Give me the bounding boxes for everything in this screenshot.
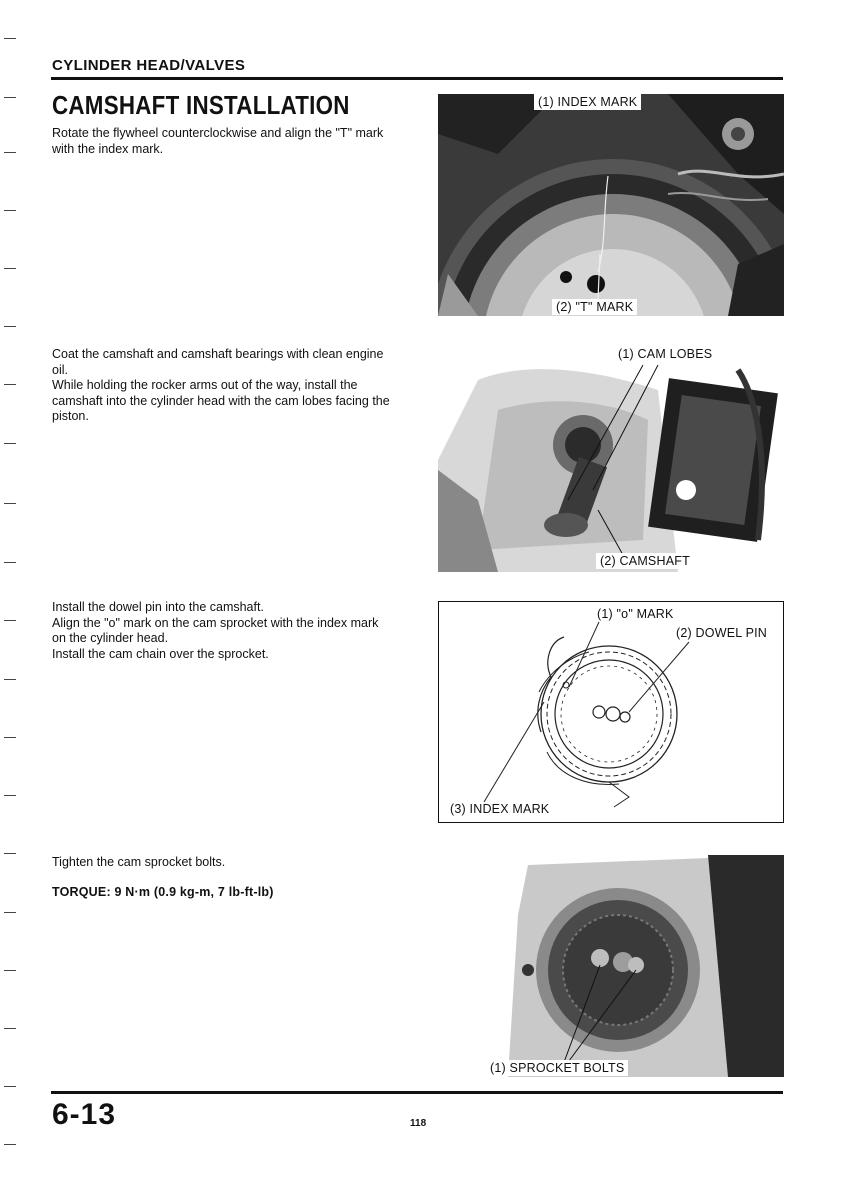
page-number: 6-13 bbox=[52, 1098, 117, 1131]
camshaft-illustration bbox=[438, 340, 784, 572]
step-3-line: on the cylinder head. bbox=[52, 631, 169, 645]
step-1-text bbox=[52, 126, 424, 157]
step-1-line: Rotate the flywheel counterclockwise and align the "T" mark bbox=[52, 126, 384, 140]
callout-o-mark: (1) "o" MARK bbox=[597, 607, 674, 621]
callout-index-mark: (1) INDEX MARK bbox=[534, 94, 641, 110]
callout-t-mark: (2) "T" MARK bbox=[552, 299, 637, 315]
step-3-line: Install the dowel pin into the camshaft. bbox=[52, 600, 264, 614]
callout-dowel-pin: (2) DOWEL PIN bbox=[676, 626, 768, 640]
camshaft-photo bbox=[438, 340, 784, 572]
callout-index-mark-3: (3) INDEX MARK bbox=[450, 802, 550, 816]
torque-spec: TORQUE: 9 N·m (0.9 kg-m, 7 lb-ft-lb) bbox=[52, 885, 274, 899]
step-2-line: piston. bbox=[52, 409, 89, 423]
step-2-line: oil. bbox=[52, 362, 68, 377]
step-3-line: Install the cam chain over the sprocket. bbox=[52, 646, 269, 661]
step-4-text bbox=[52, 855, 424, 871]
step-2-line: Coat the camshaft and camshaft bearings with clean engine bbox=[52, 347, 384, 361]
footer-rule bbox=[51, 1091, 783, 1094]
callout-cam-lobes: (1) CAM LOBES bbox=[614, 346, 716, 362]
callout-sprocket-bolts: (1) SPROCKET BOLTS bbox=[488, 1060, 628, 1076]
flywheel-photo bbox=[438, 94, 784, 316]
page-title: CAMSHAFT INSTALLATION bbox=[52, 90, 350, 120]
callout-camshaft: (2) CAMSHAFT bbox=[596, 553, 694, 569]
header-rule bbox=[51, 77, 783, 80]
page-index: 118 bbox=[410, 1118, 427, 1129]
flywheel-illustration bbox=[438, 94, 784, 316]
binding-edge-marks bbox=[4, 0, 24, 1200]
step-3-line: Align the "o" mark on the cam sprocket with the index mark bbox=[52, 615, 379, 630]
step-2-line: camshaft into the cylinder head with the cam lobes facing the bbox=[52, 393, 390, 408]
step-1-line: with the index mark. bbox=[52, 141, 164, 156]
step-2-text bbox=[52, 347, 424, 425]
sprocket-bolts-illustration bbox=[488, 855, 784, 1077]
step-3-text bbox=[52, 600, 424, 662]
sprocket-bolts-photo bbox=[488, 855, 784, 1077]
step-4-line: Tighten the cam sprocket bolts. bbox=[52, 855, 226, 869]
step-2-line: While holding the rocker arms out of the way, install the bbox=[52, 378, 358, 392]
section-header: CYLINDER HEAD/VALVES bbox=[52, 57, 246, 74]
sprocket-diagram bbox=[438, 601, 784, 823]
